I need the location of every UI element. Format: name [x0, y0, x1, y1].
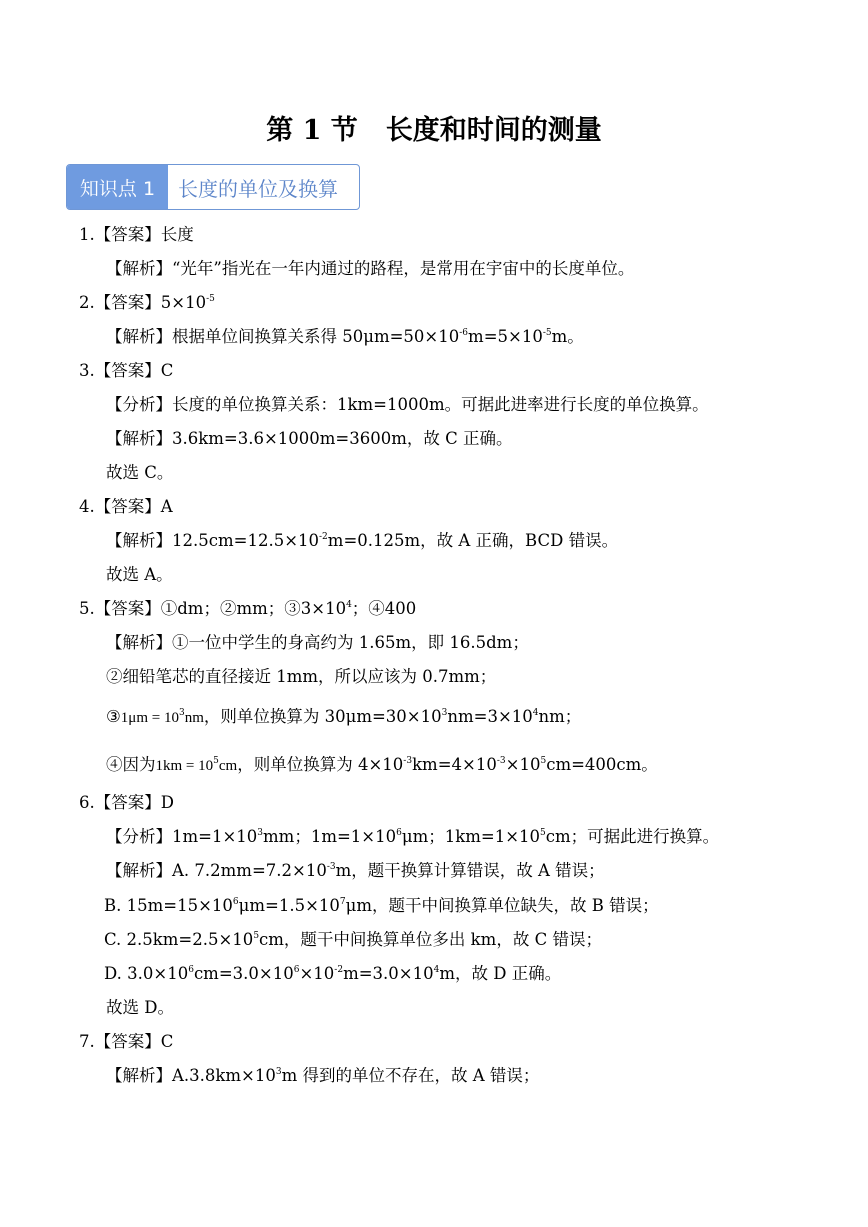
explanation-line: B. $15m=15\times 10^6\mu m=1.5\times 10^7\mu m$，题干中间换算单位缺失，故 B 错误；: [104, 896, 659, 915]
explanation-line: D. $3.0\times 10^6cm=3.0\times 10^6\times 10^{-2}m=3.0\times 10^4m$，故 D 正确。: [104, 964, 562, 983]
explanation-line: ③1μm = $10^3nm$，则单位换算为 $30\mu m=30\times 10^3nm=3\times 10^4nm$；: [106, 707, 582, 726]
choice-line: 故选 D。: [106, 998, 174, 1017]
answer-line: 4.【答案】A: [79, 497, 173, 516]
analysis-line: 【分析】$1m=1\times 10^3mm$；$1m=1\times 10^6\mu m$；$1km=1\times 10^5cm$；可据此进行换算。: [106, 827, 720, 846]
explanation-line: ④因为$1km = 10^5cm$，则单位换算为 $4\times 10^{-3}km=4\times 10^{-3}\times 10^5cm=400cm$。: [106, 755, 658, 774]
answer-line: 6.【答案】D: [79, 793, 174, 812]
answer-line: 7.【答案】C: [79, 1032, 174, 1051]
section-title: 长度和时间的测量: [385, 115, 602, 146]
choice-line: 故选 A。: [106, 565, 173, 584]
knowledge-point-tag: 知识点 1: [67, 165, 168, 209]
explanation-line: C. $2.5km=2.5\times 10^5cm$，题干中间换算单位多出 km，故 C 错误；: [104, 930, 602, 949]
answer-line: 3.【答案】C: [79, 361, 174, 380]
page-title: [0, 108, 868, 147]
choice-line: 故选 C。: [106, 463, 174, 482]
explanation-line: 【解析】“光年”指光在一年内通过的路程，是常用在宇宙中的长度单位。: [106, 259, 635, 278]
explanation-line: 【解析】根据单位间换算关系得 $50\mu m=50\times 10^{-6}m=5\times 10^{-5}m$。: [106, 327, 584, 346]
knowledge-point-header: [66, 164, 360, 210]
section-number: 第 1 节: [266, 115, 358, 146]
explanation-line: ②细铅笔芯的直径接近 1mm，所以应该为 0.7mm；: [106, 667, 497, 686]
explanation-line: 【解析】①一位中学生的身高约为 1.65m，即 16.5dm；: [106, 633, 529, 652]
answer-line: 5.【答案】①dm；②mm；$③3\times 10^4$；④400: [79, 599, 417, 618]
knowledge-point-title: 长度的单位及换算: [178, 176, 338, 201]
explanation-line: 【解析】$12.5cm=12.5\times 10^{-2}m=0.125m$，故 A 正确，BCD 错误。: [106, 531, 619, 550]
explanation-line: 【解析】A. $7.2mm=7.2\times 10^{-3}m$，题干换算计算错误，故 A 错误；: [106, 861, 605, 880]
explanation-line: 【解析】3.6km=3.6×1000m=3600m，故 C 正确。: [106, 429, 513, 448]
explanation-line: 【解析】$A.3.8km\times 10^3m$ 得到的单位不存在，故 A 错误；: [106, 1066, 540, 1085]
answer-line: 1.【答案】长度: [79, 225, 194, 244]
answer-line: 2.【答案】$5\times 10^{-5}$: [79, 293, 215, 312]
analysis-line: 【分析】长度的单位换算关系：1km=1000m。可据此进率进行长度的单位换算。: [106, 395, 709, 414]
